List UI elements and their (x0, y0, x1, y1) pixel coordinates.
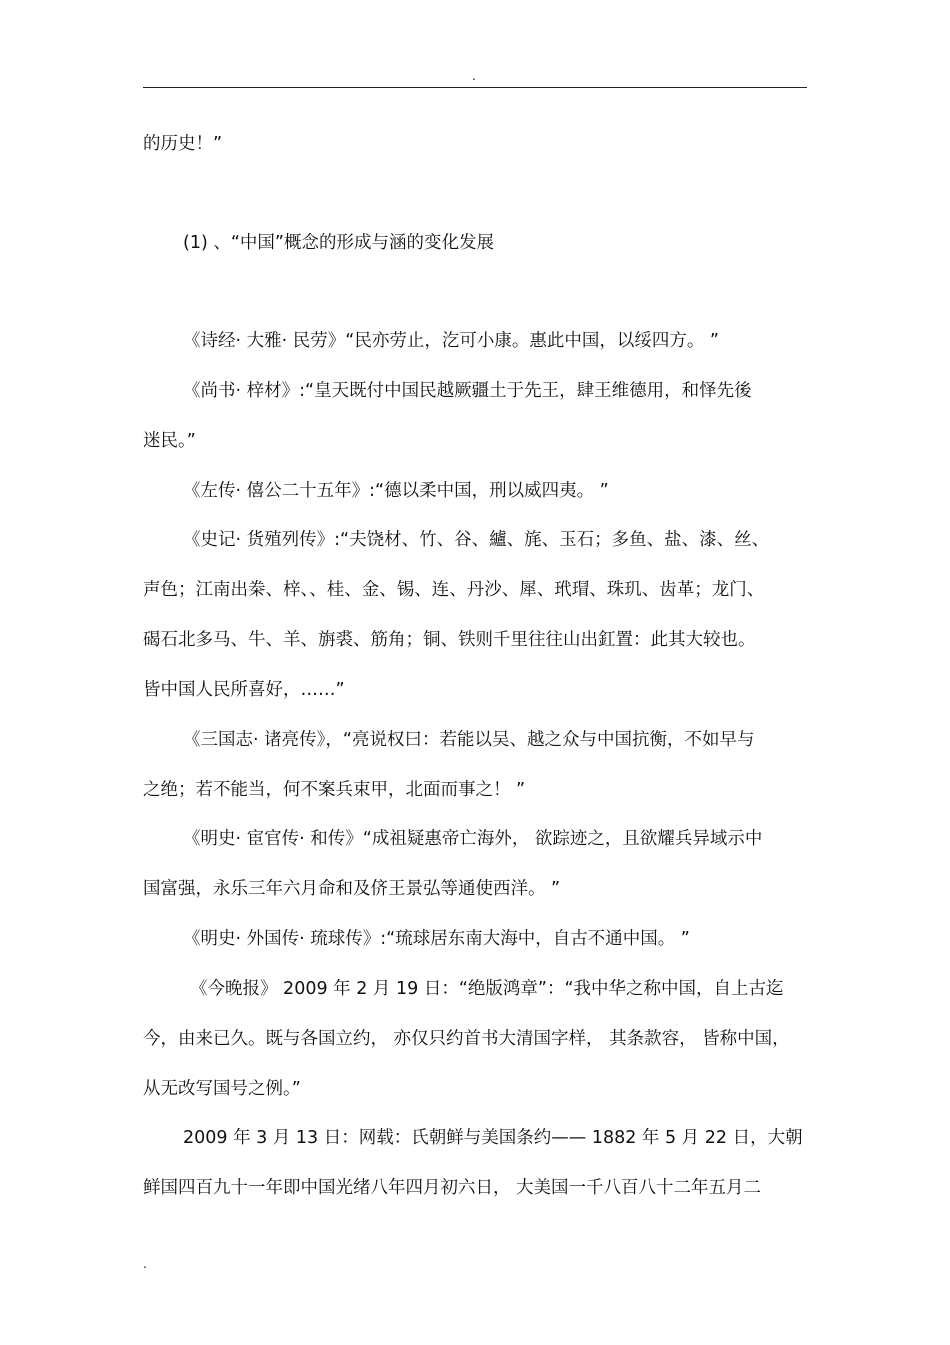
text-line: 《今晚报》 2009 年 2 月 19 日：“绝版鸿章”：“我中华之称中国，自上古迄 (190, 979, 784, 999)
text-line: 《史记· 货殖列传》:“夫饶材、竹、谷、纑、旄、玉石；多鱼、盐、漆、丝、 (183, 530, 770, 550)
text-line: 鲜国四百九十一年即中国光绪八年四月初六日， 大美国一千八百八十二年五月二 (143, 1178, 762, 1198)
text-line: 之绝；若不能当，何不案兵束甲，北面而事之！ ” (143, 780, 526, 800)
text-line: 2009 年 3 月 13 日：网载：氏朝鲜与美国条约—— 1882 年 5 月 22 日，大朝 (183, 1128, 803, 1148)
text-line: 《左传· 僖公二十五年》:“德以柔中国，刑以威四夷。 ” (183, 481, 609, 501)
header-rule (143, 87, 807, 88)
text-line: 皆中国人民所喜好，……” (143, 680, 345, 700)
text-line: 《诗经· 大雅· 民劳》“民亦劳止，汔可小康。惠此中国，以绥四方。 ” (183, 331, 719, 351)
section-heading: (1) 、“中国”概念的形成与涵的变化发展 (183, 233, 494, 253)
text-line: 今，由来已久。既与各国立约， 亦仅只约首书大清国字样， 其条款容， 皆称中国， (143, 1029, 790, 1049)
text-line: 声色；江南出桊、梓、、桂、金、锡、连、丹沙、犀、玳瑁、珠玑、齿革；龙门、 (143, 580, 765, 600)
text-line: 《三国志· 诸亮传》，“亮说权曰：若能以吴、越之众与中国抗衡，不如早与 (183, 730, 755, 750)
text-line: 迷民。” (143, 431, 196, 451)
text-line: 国富强，永乐三年六月命和及侪王景弘等通使西洋。 ” (143, 879, 561, 899)
header-dot: . (472, 69, 476, 83)
text-line: 的历史！” (143, 134, 223, 154)
text-line: 碣石北多马、牛、羊、旃裘、筋角；铜、铁则千里往往山出釭置：此其大较也。 (143, 630, 756, 650)
text-line: 《明史· 宦官传· 和传》“成祖疑惠帝亡海外， 欲踪迹之，且欲耀兵异域示中 (183, 829, 763, 849)
footer-dot: . (143, 1257, 147, 1271)
text-line: 从无改写国号之例。” (143, 1079, 301, 1099)
text-line: 《尚书· 梓材》:“皇天既付中国民越厥疆土于先王，肆王维德用，和怿先後 (183, 381, 752, 401)
text-line: 《明史· 外国传· 琉球传》:“琉球居东南大海中，自古不通中国。 ” (183, 929, 690, 949)
